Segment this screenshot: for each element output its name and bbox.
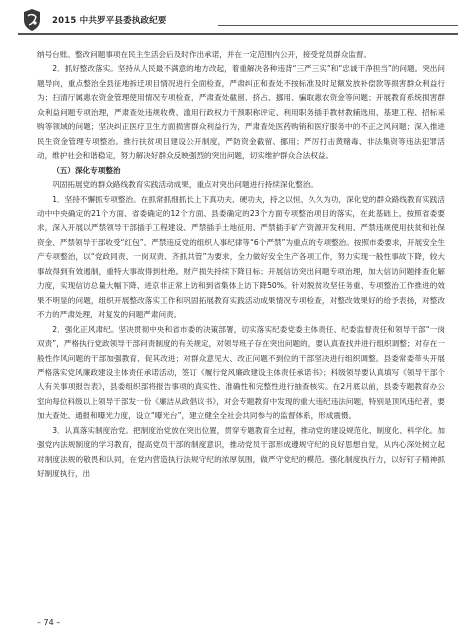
paragraph-discipline: 2．强化正风肃纪。坚决贯彻中央和省市委的决策部署，切实落实纪委党委主体责任、纪委监督责任和领导干部“一岗双责”，严格执行党政领导干部问责制度的有关规定，对领导班子存在突出问题的，要认真查找并进行组织调整；对存在一般性作风问题的干部加强教育、促其改进；对群众意见大、改正问题不到位的干部坚决进行组织调整。县委常委带头开展严格落实党风廉政建设主体责任承诺活动，签订《履行党风廉政建设主体责任承诺书》；科级领导要认真填写《领导干部个人有关事项报告表》，县委组织部将报告事项的真实性、准确性和完整性进行抽查核实。在2月底以前，县委专题教育办公室向每位科级以上领导干部发一份《廉洁从政倡议书》，对会专题教育中发现的重大违纪违法问题，特别是顶风违纪者，要加大查处、通报和曝光力度，设立“曝光台”，建立健全全社会共同参与的监督体系，形成震慑。 bbox=[37, 324, 445, 421]
page-number: – 74 – bbox=[37, 618, 61, 627]
paragraph-section-intro: 巩固拓展党的群众路线教育实践活动成果，重点对突出问题进行持续深化整治。 bbox=[52, 180, 318, 190]
section-heading: （五）深化专项整治 bbox=[52, 165, 121, 175]
paragraph-continuation: 纳号台账。整改问题事项在民主生活会后及时作出承诺，并在一定范围内公开，接受党员群众监督。 bbox=[37, 50, 372, 59]
paragraph-special-rectification: 1．坚持不懈抓专项整治。在抓常抓细抓长上下真功夫、硬功夫，持之以恒、久久为功，深化党的群众路线教育实践活动中中央确定的21个方面、省委确定的12个方面、县委确定的23个方面专项整治项目的落实，在此基础上，按照省委要求，深入开展以严禁领导干部插手工程建设、严禁插手土地征用、严禁插手矿产资源开发利用、严禁违规使用扶贫和社保资金、严禁领导干部收受“红包”、严禁违反党的组织人事纪律等“6个严禁”为重点的专项整治。按照市委要求，开展安全生产专项整治，以“党政同责、一岗双责、齐抓共管”为要求，全力做好安全生产各项工作，努力实现一般性事故下降，较大事故得到有效遏制，重特大事故得到杜绝。财产损失持续下降目标；开展信访突出问题专项治理，加大信访问题排查化解力度，实现信访总量大幅下降、进京非正常上访和到省集体上访下降50%。针对脱贫攻坚任务重、专项整治工作推进的效果不明显的问题，组织开展整改落实工作和巩固拓展教育实践活动成果情况专项检查，对整改效果好的给予表扬，对整改不力的严肃处理，对复发的问题严肃问责。 bbox=[37, 194, 445, 320]
party-emblem-icon bbox=[22, 8, 42, 32]
body-text bbox=[37, 48, 445, 482]
header-rule-thick bbox=[18, 33, 458, 35]
paragraph-institutional: 3．认真落实制度治党。把制度治党放在突出位置，贯穿专题教育全过程，推动党的建设规范化、制度化、科学化。加强党内法规制度的学习教育，提高党员干部的制度意识，推动党员干部形成遵规守纪的良好思想自觉，从内心深处树立起对制度法规的敬畏和认同，在党内营造执行法规守纪的浓厚氛围，做严守党纪的模范。强化制度执行力，以好钉子精神抓好制度执行，出 bbox=[37, 425, 445, 479]
header-title: 2015 中共罗平县委执政纪要 bbox=[52, 16, 167, 26]
paragraph-rectification: 2．抓好整改落实。坚持从人民最不满意的地方改起，着重解决各种违背“三严三实”和“忠诚干净担当”的问题。突出问题导向，重点整治全县征地拆迁项目情况进行全面检查，严肃纠正和查处不按标准及时足额发放补偿款等损害群众利益行为；扫清厅属惠农资金管理使用情况专项检查，严肃查处截留、挤占、挪用、骗取惠农资金等问题；开展教育系统损害群众利益问题专项治理，严肃查处违规收费、滥用行政权力干预职称评定、利用职务插手教材教辅选用、基建工程、招标采购等领域的问题；坚决纠正医疗卫生方面损害群众利益行为，严肃查处医药购销和医疗服务中的不正之风问题；深入推进民生资金管理专项整治。推行扶贫项目建设公开制度，严防资金截留、挪用；严厉打击黄赌毒、非法集资等违法犯罪活动，维护社会和谐稳定，努力解决好群众反映强烈的突出问题，切实维护群众合法权益。 bbox=[37, 64, 445, 161]
page-header bbox=[18, 6, 458, 36]
header-rule-thin bbox=[218, 25, 458, 26]
